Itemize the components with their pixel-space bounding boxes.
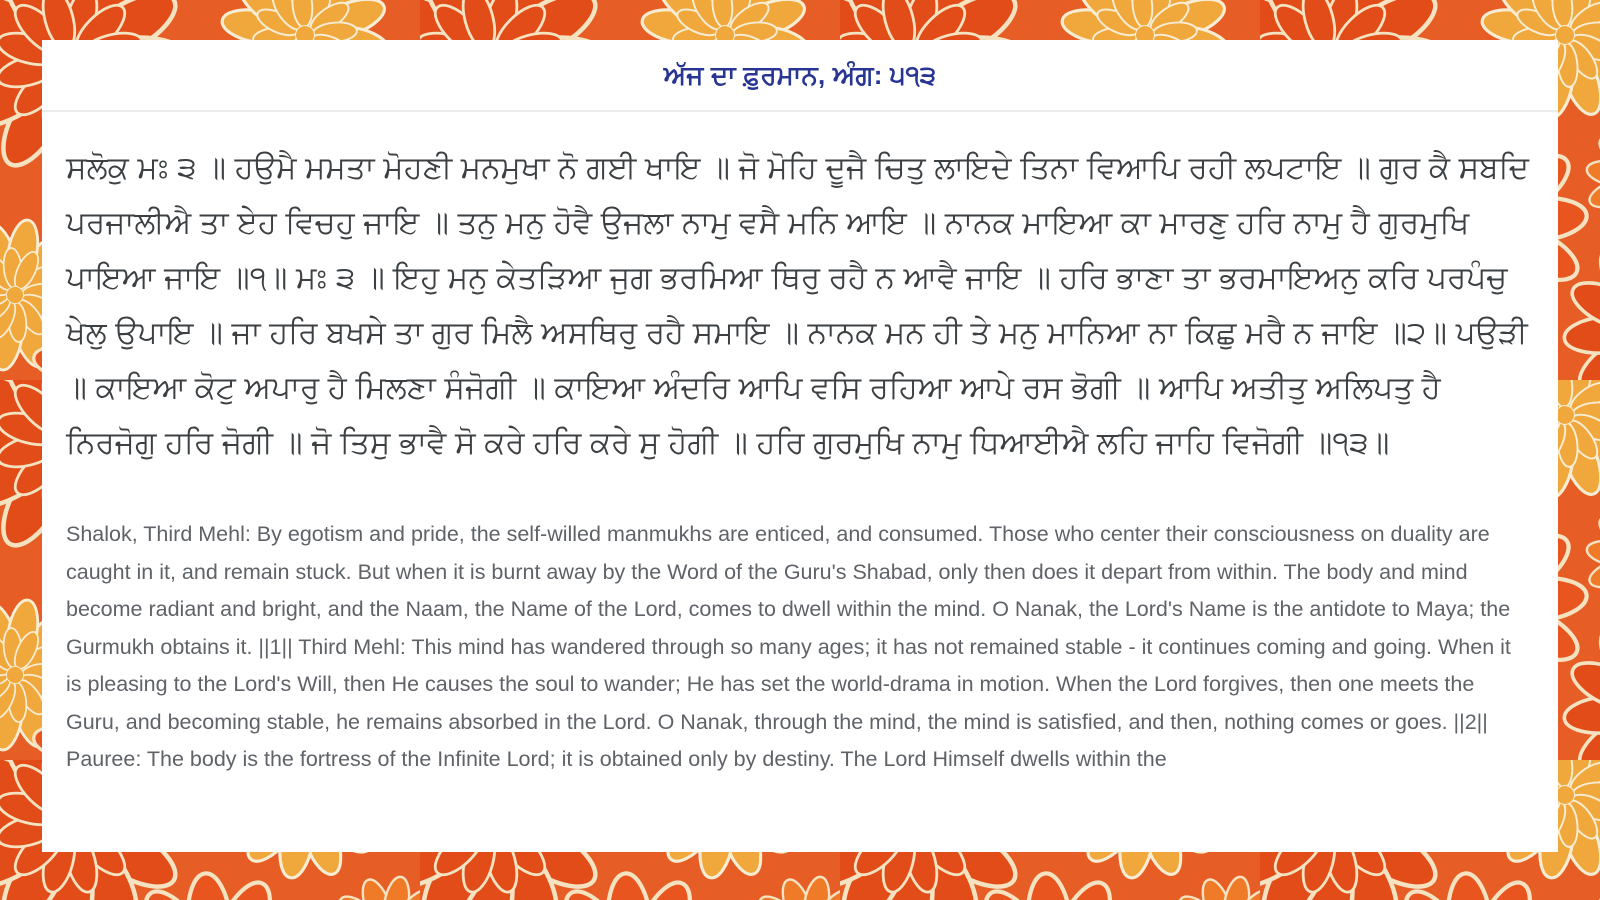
english-translation-text: Shalok, Third Mehl: By egotism and pride, the self-willed manmukhs are enticed, and consumed. Those who center their consciousness on duality are caught in it, and remain stuck. But when it is burnt away by the Word of the Guru's Shabad, only then does it depart from within. The body and mind become radiant and bright, and the Naam, the Name of the Lord, comes to dwell within the mind. O Nanak, the Lord's Name is the antidote to Maya; the Gurmukh obtains it. ||1|| Third Mehl: This mind has wandered through so many ages; it has not remained stable - it continues coming and going. When it is pleasing to the Lord's Will, then He causes the soul to wander; He has set the world-drama in motion. When the Lord forgives, then one meets the Guru, and becoming stable, he remains absorbed in the Lord. O Nanak, through the mind, the mind is satisfied, and then, nothing comes or goes. ||2|| Pauree: The body is the fortress of the Infinite Lord; it is obtained only by destiny. The Lord Himself dwells within the: [66, 522, 1511, 771]
card-header: [42, 40, 1558, 112]
hukamnama-card: [42, 40, 1558, 852]
page-title: ਅੱਜ ਦਾ ਫ਼ੁਰਮਾਨ, ਅੰਗ: ੫੧੩: [663, 60, 937, 90]
gurmukhi-shabad-text: ਸਲੋਕੁ ਮਃ ੩ ॥ ਹਉਮੈ ਮਮਤਾ ਮੋਹਣੀ ਮਨਮੁਖਾ ਨੋ ਗਈ ਖਾਇ ॥ ਜੋ ਮੋਹਿ ਦੂਜੈ ਚਿਤੁ ਲਾਇਦੇ ਤਿਨਾ ਵਿਆਪਿ ਰਹੀ ਲਪਟਾਇ ॥ ਗੁਰ ਕੈ ਸਬਦਿ ਪਰਜਾਲੀਐ ਤਾ ਏਹ ਵਿਚਹੁ ਜਾਇ ॥ ਤਨੁ ਮਨੁ ਹੋਵੈ ਉਜਲਾ ਨਾਮੁ ਵਸੈ ਮਨਿ ਆਇ ॥ ਨਾਨਕ ਮਾਇਆ ਕਾ ਮਾਰਣੁ ਹਰਿ ਨਾਮੁ ਹੈ ਗੁਰਮੁਖਿ ਪਾਇਆ ਜਾਇ ॥੧॥ ਮਃ ੩ ॥ ਇਹੁ ਮਨੁ ਕੇਤੜਿਆ ਜੁਗ ਭਰਮਿਆ ਥਿਰੁ ਰਹੈ ਨ ਆਵੈ ਜਾਇ ॥ ਹਰਿ ਭਾਣਾ ਤਾ ਭਰਮਾਇਅਨੁ ਕਰਿ ਪਰਪੰਚੁ ਖੇਲੁ ਉਪਾਇ ॥ ਜਾ ਹਰਿ ਬਖਸੇ ਤਾ ਗੁਰ ਮਿਲੈ ਅਸਥਿਰੁ ਰਹੈ ਸਮਾਇ ॥ ਨਾਨਕ ਮਨ ਹੀ ਤੇ ਮਨੁ ਮਾਨਿਆ ਨਾ ਕਿਛੁ ਮਰੈ ਨ ਜਾਇ ॥੨॥ ਪਉੜੀ ॥ ਕਾਇਆ ਕੋਟੁ ਅਪਾਰੁ ਹੈ ਮਿਲਣਾ ਸੰਜੋਗੀ ॥ ਕਾਇਆ ਅੰਦਰਿ ਆਪਿ ਵਸਿ ਰਹਿਆ ਆਪੇ ਰਸ ਭੋਗੀ ॥ ਆਪਿ ਅਤੀਤੁ ਅਲਿਪਤੁ ਹੈ ਨਿਰਜੋਗੁ ਹਰਿ ਜੋਗੀ ॥ ਜੋ ਤਿਸੁ ਭਾਵੈ ਸੋ ਕਰੇ ਹਰਿ ਕਰੇ ਸੁ ਹੋਗੀ ॥ ਹਰਿ ਗੁਰਮੁਖਿ ਨਾਮੁ ਧਿਆਈਐ ਲਹਿ ਜਾਹਿ ਵਿਜੋਗੀ ॥੧੩॥: [66, 150, 1530, 460]
